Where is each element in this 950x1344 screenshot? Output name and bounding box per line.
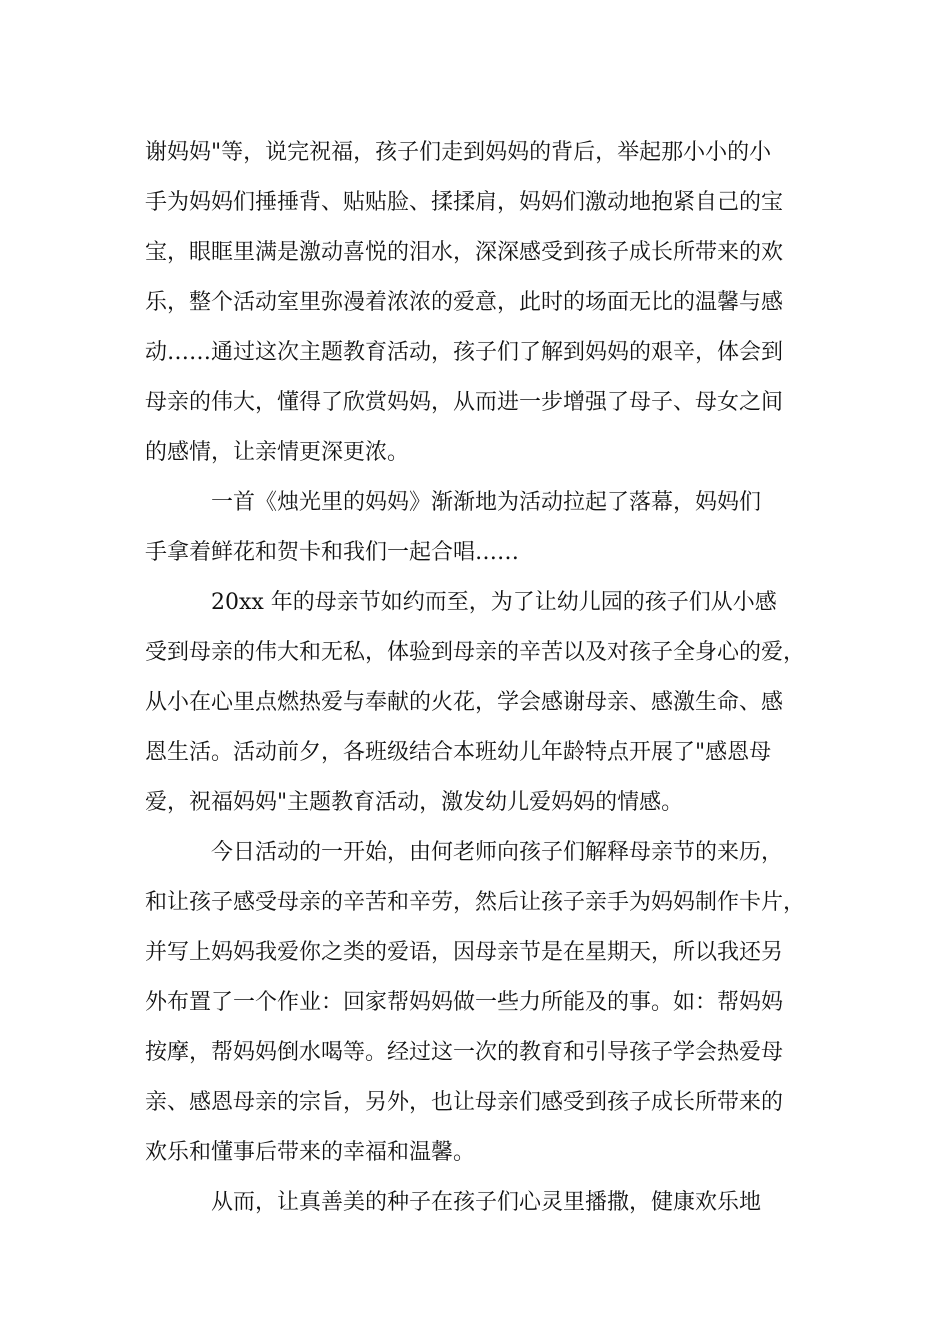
text-line: 谢妈妈"等，说完祝福，孩子们走到妈妈的背后，举起那小小的小 (145, 140, 772, 165)
text-line: 乐，整个活动室里弥漫着浓浓的爱意，此时的场面无比的温馨与感 (145, 290, 784, 315)
text-line: 从而，让真善美的种子在孩子们心灵里播撒，健康欢乐地 (145, 1190, 762, 1215)
text-line: 动……通过这次主题教育活动，孩子们了解到妈妈的艰辛，体会到 (145, 340, 784, 365)
text-line: 欢乐和懂事后带来的幸福和温馨。 (145, 1140, 476, 1165)
text-line: 和让孩子感受母亲的辛苦和辛劳，然后让孩子亲手为妈妈制作卡片， (145, 890, 806, 915)
text-line: 20xx 年的母亲节如约而至，为了让幼儿园的孩子们从小感 (145, 590, 777, 615)
text-line: 爱，祝福妈妈"主题教育活动，激发幼儿爱妈妈的情感。 (145, 790, 684, 815)
text-line: 外布置了一个作业：回家帮妈妈做一些力所能及的事。如：帮妈妈 (145, 990, 784, 1015)
text-line: 手拿着鲜花和贺卡和我们一起合唱…… (145, 540, 520, 565)
body-text (145, 128, 825, 1228)
text-line: 受到母亲的伟大和无私，体验到母亲的辛苦以及对孩子全身心的爱， (145, 640, 806, 665)
text-line: 手为妈妈们捶捶背、贴贴脸、揉揉肩，妈妈们激动地抱紧自己的宝 (145, 190, 784, 215)
text-line: 一首《烛光里的妈妈》渐渐地为活动拉起了落幕，妈妈们 (145, 490, 762, 515)
text-line: 从小在心里点燃热爱与奉献的火花，学会感谢母亲、感激生命、感 (145, 690, 784, 715)
text-line: 亲、感恩母亲的宗旨，另外，也让母亲们感受到孩子成长所带来的 (145, 1090, 784, 1115)
text-line: 恩生活。活动前夕，各班级结合本班幼儿年龄特点开展了"感恩母 (145, 740, 772, 765)
text-line: 并写上妈妈我爱你之类的爱语，因母亲节是在星期天，所以我还另 (145, 940, 784, 965)
text-line: 按摩，帮妈妈倒水喝等。经过这一次的教育和引导孩子学会热爱母 (145, 1040, 784, 1065)
text-line: 今日活动的一开始，由何老师向孩子们解释母亲节的来历， (145, 840, 784, 865)
text-line: 母亲的伟大，懂得了欣赏妈妈，从而进一步增强了母子、母女之间 (145, 390, 784, 415)
text-line: 的感情，让亲情更深更浓。 (145, 440, 410, 465)
text-line: 宝，眼眶里满是激动喜悦的泪水，深深感受到孩子成长所带来的欢 (145, 240, 784, 265)
